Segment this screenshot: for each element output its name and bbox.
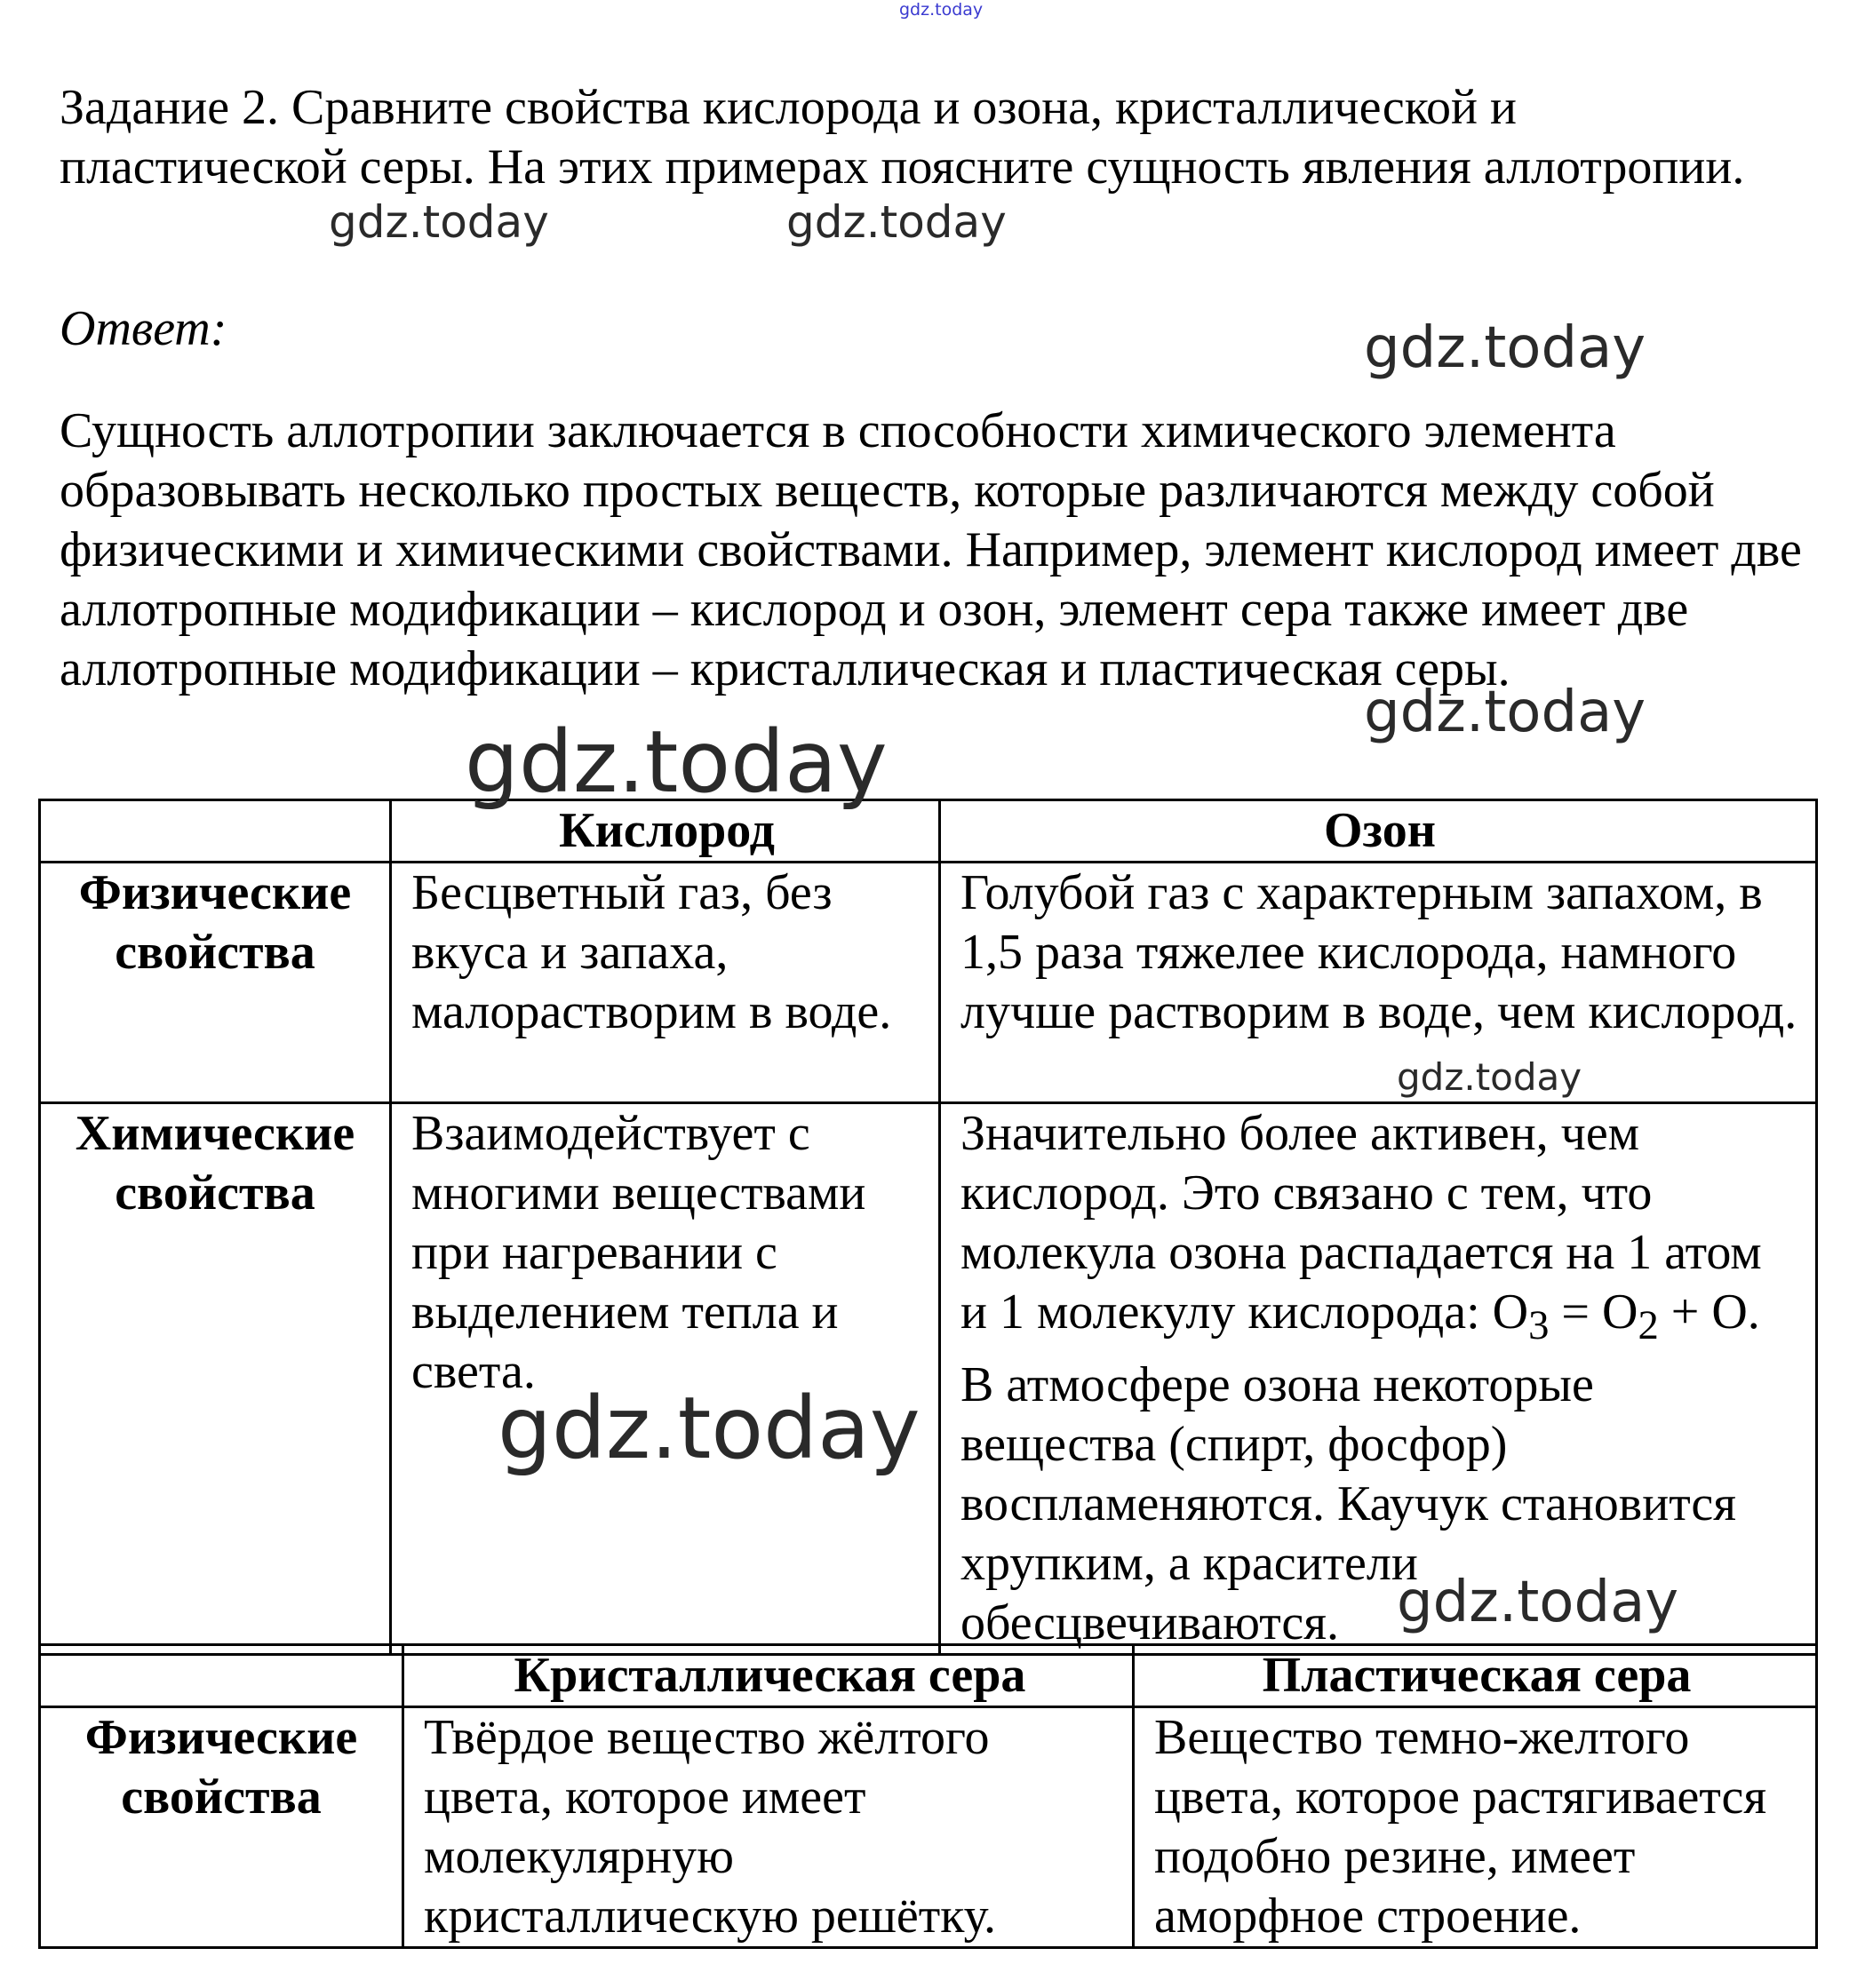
subscript-2: 2	[1638, 1302, 1659, 1349]
table-header-empty	[40, 1645, 403, 1707]
table-header-empty	[40, 800, 391, 863]
watermark: gdz.today	[329, 196, 549, 248]
table-header-oxygen: Кислород	[391, 800, 940, 863]
oxygen-chemical-cell: Взаимодействует с многими веществами при нагревании с выделением тепла и света.	[391, 1103, 940, 1655]
watermark: gdz.today	[498, 1379, 921, 1478]
table-header-plastic-sulfur: Пластическая сера	[1134, 1645, 1817, 1707]
watermark: gdz.today	[465, 712, 888, 812]
oxygen-physical-cell: Бесцветный газ, без вкуса и запаха, малорастворим в воде.	[391, 863, 940, 1103]
answer-text: Сущность аллотропии заключается в способности химического элемента образовывать несколько простых веществ, которые различаются между собой физическими и химическими свойствами. Например, элемент кислород имеет две аллотропные модификации – кислород и озон, элемент сера также имеет две аллотропные модификации – кристаллическая и пластическая серы.	[60, 403, 1802, 696]
watermark: gdz.today	[786, 196, 1007, 248]
row-label-physical: Физические свойства	[40, 1707, 403, 1948]
task-text: Задание 2. Сравните свойства кислорода и озона, кристаллической и пластической серы. На этих примерах поясните сущность явления аллотропии.	[60, 80, 1745, 195]
watermark: gdz.today	[1364, 315, 1646, 381]
ozone-chemical-text-2: = O	[1549, 1284, 1638, 1340]
watermark: gdz.today	[1397, 1570, 1679, 1635]
ozone-chemical-text-3: + O. В атмосфере озона некоторые вещества (спирт, фосфор) воспламеняются. Каучук становится хрупким, а красители обесцвечиваются.	[960, 1284, 1760, 1651]
subscript-3: 3	[1528, 1302, 1550, 1349]
row-label-chemical: Химические свойства	[40, 1103, 391, 1655]
answer-label: Ответ:	[60, 301, 227, 356]
plastic-sulfur-physical-cell: Вещество темно-желтого цвета, которое растягивается подобно резине, имеет аморфное строение.	[1134, 1707, 1817, 1948]
table-header-row	[40, 1645, 1817, 1707]
ozone-physical-cell: Голубой газ с характерным запахом, в 1,5 раза тяжелее кислорода, намного лучше растворим в воде, чем кислород.	[940, 863, 1817, 1103]
row-label-physical: Физические свойства	[40, 863, 391, 1103]
oxygen-ozone-table	[38, 799, 1818, 1656]
ozone-chemical-text-1: Значительно более активен, чем кислород. Это связано с тем, что молекула озона распадается на 1 атом и 1 молекулу кислорода: O	[960, 1106, 1762, 1340]
watermark: gdz.today	[1397, 1055, 1582, 1099]
table-row	[40, 1707, 1817, 1948]
watermark: gdz.today	[1364, 680, 1646, 745]
ozone-chemical-cell	[940, 1103, 1817, 1655]
crystalline-sulfur-physical-cell: Твёрдое вещество жёлтого цвета, которое имеет молекулярную кристаллическую решётку.	[403, 1707, 1134, 1948]
sulfur-table	[38, 1643, 1818, 1949]
table-header-ozone: Озон	[940, 800, 1817, 863]
watermark-top: gdz.today	[899, 0, 984, 20]
table-header-crystalline-sulfur: Кристаллическая сера	[403, 1645, 1134, 1707]
table-header-row	[40, 800, 1817, 863]
